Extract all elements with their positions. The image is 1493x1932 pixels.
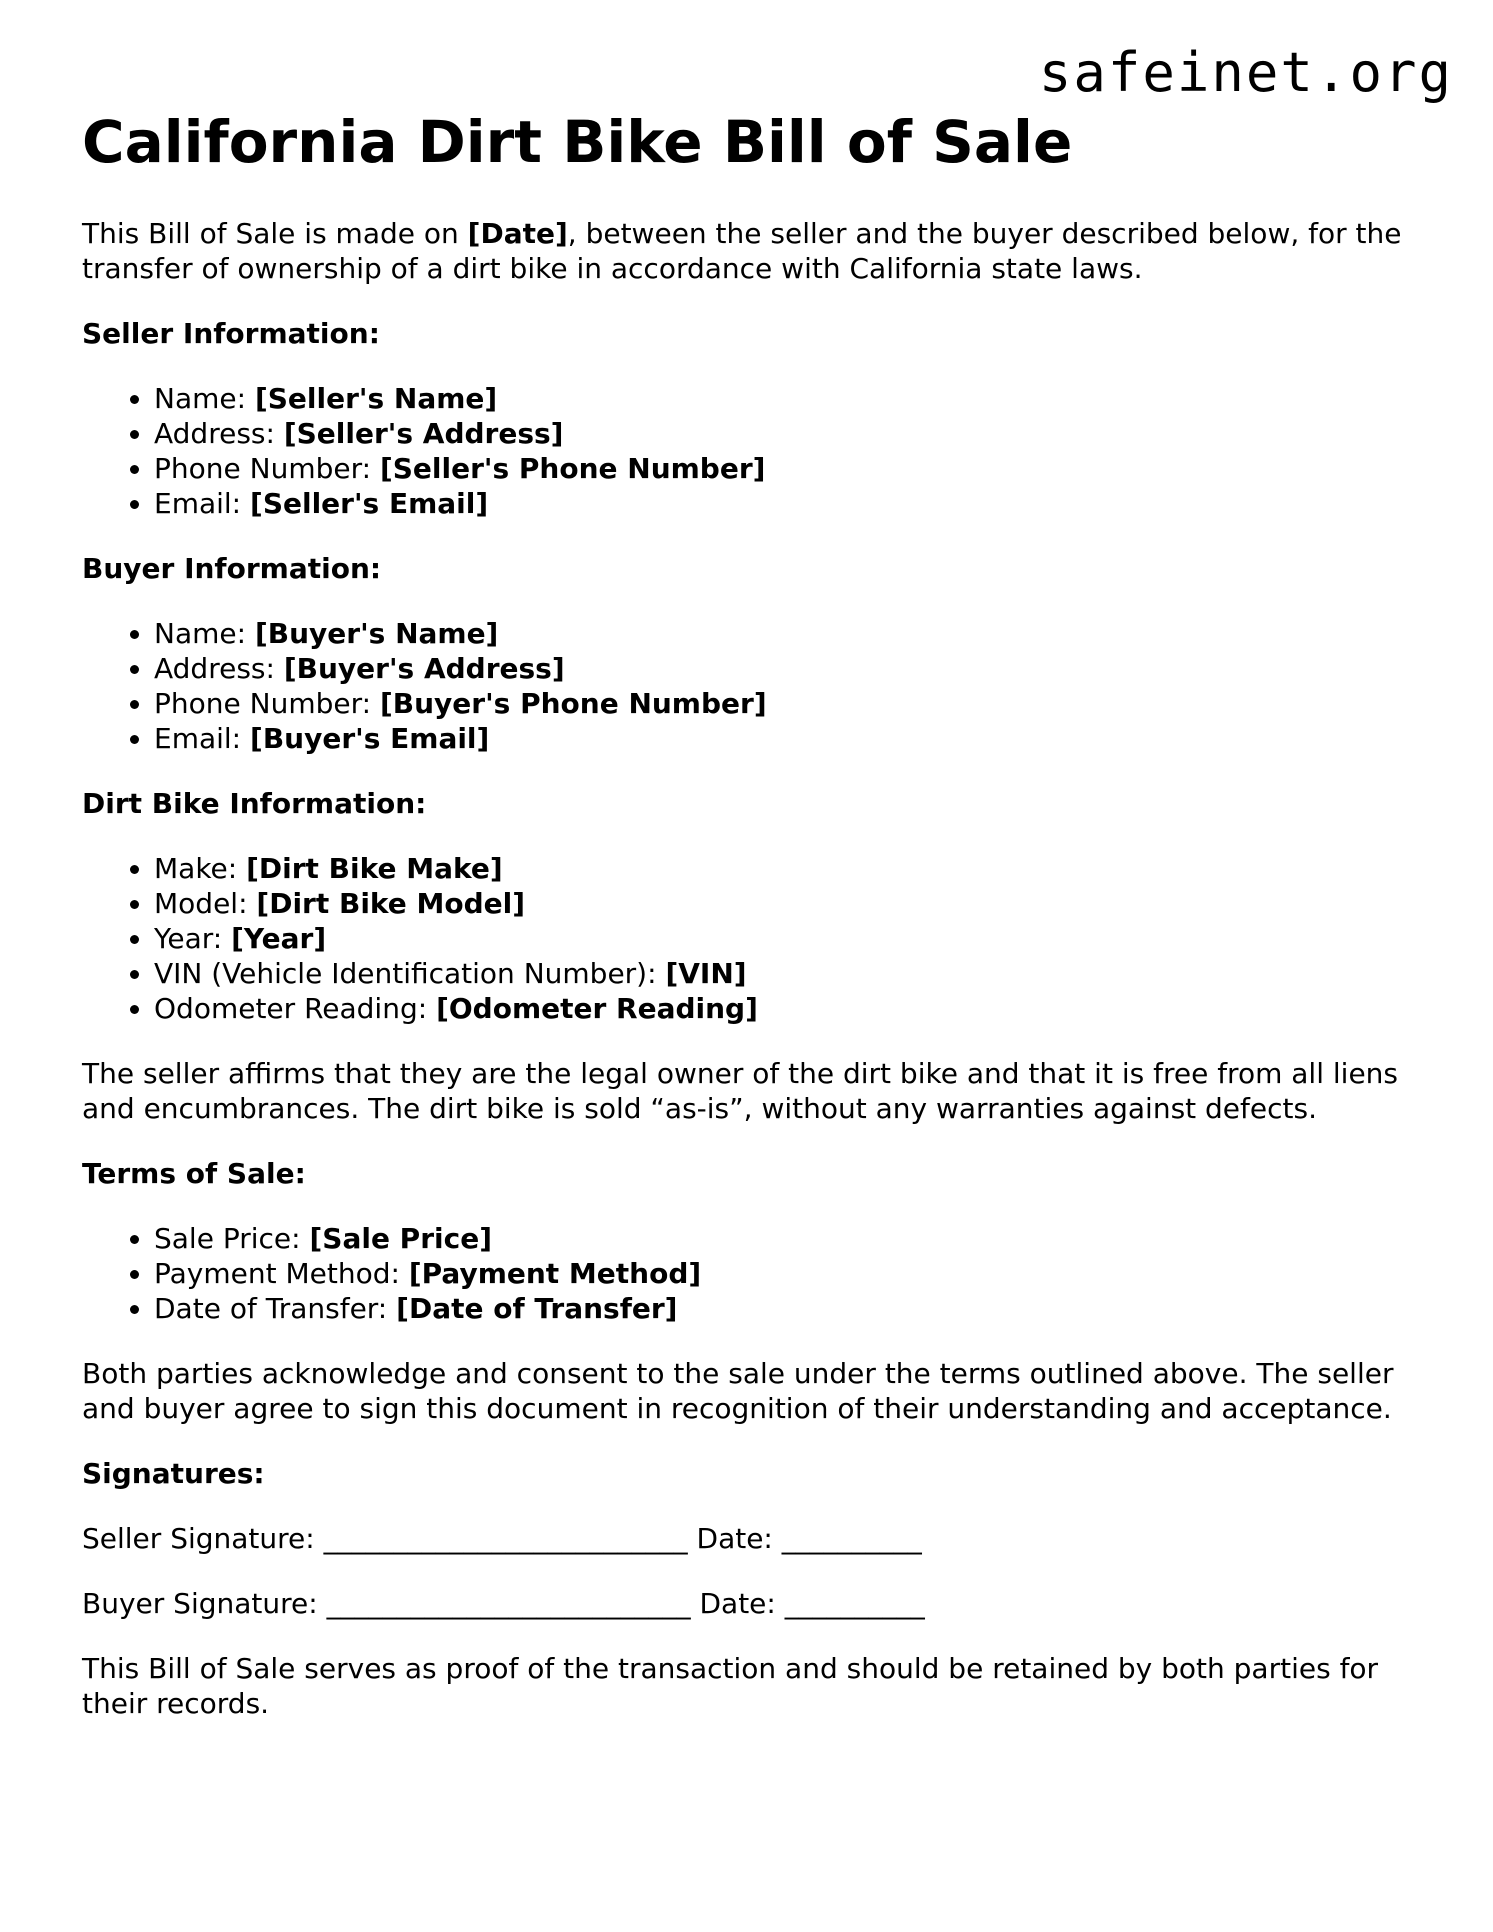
field-label: Odometer Reading: <box>154 992 437 1025</box>
field-placeholder: [VIN] <box>665 957 747 990</box>
list-item <box>154 921 1412 956</box>
list-item <box>154 416 1412 451</box>
field-label: Email: <box>154 722 251 755</box>
field-placeholder: [Dirt Bike Make] <box>246 852 503 885</box>
field-placeholder: [Seller's Address] <box>283 417 564 450</box>
list-item <box>154 651 1412 686</box>
intro-paragraph <box>82 216 1412 286</box>
field-label: Date of Transfer: <box>154 1292 397 1325</box>
closing-paragraph: This Bill of Sale serves as proof of the transaction and should be retained by both parties for their records. <box>82 1652 1379 1720</box>
field-placeholder: [Year] <box>231 922 327 955</box>
field-placeholder: [Buyer's Phone Number] <box>379 687 767 720</box>
list-item <box>154 851 1412 886</box>
intro-text-after: , between the seller and the buyer described below, for the transfer of ownership of a dirt bike in accordance with California state laws. <box>82 217 1402 285</box>
list-item <box>154 956 1412 991</box>
field-label: VIN (Vehicle Identification Number): <box>154 957 666 990</box>
field-placeholder: [Odometer Reading] <box>436 992 758 1025</box>
field-label: Make: <box>154 852 247 885</box>
list-item <box>154 486 1412 521</box>
field-placeholder: [Sale Price] <box>309 1222 492 1255</box>
terms-list <box>82 1221 1412 1326</box>
list-item <box>154 991 1412 1026</box>
signatures-heading: Signatures: <box>82 1457 265 1490</box>
list-item <box>154 721 1412 756</box>
list-item <box>154 616 1412 651</box>
field-label: Payment Method: <box>154 1257 409 1290</box>
list-item <box>154 381 1412 416</box>
field-label: Phone Number: <box>154 452 380 485</box>
bike-info-list <box>82 851 1412 1026</box>
seller-info-list <box>82 381 1412 521</box>
watermark-text: safeinet.org <box>1038 41 1453 104</box>
buyer-signature-line: Buyer Signature: __________________________ Date: __________ <box>82 1587 925 1620</box>
field-label: Phone Number: <box>154 687 380 720</box>
list-item <box>154 1256 1412 1291</box>
seller-info-heading: Seller Information: <box>82 317 380 350</box>
field-label: Model: <box>154 887 257 920</box>
list-item <box>154 1291 1412 1326</box>
field-label: Year: <box>154 922 232 955</box>
field-label: Address: <box>154 417 284 450</box>
field-placeholder: [Buyer's Address] <box>283 652 565 685</box>
document-page <box>82 0 1412 1721</box>
field-label: Email: <box>154 487 251 520</box>
terms-heading: Terms of Sale: <box>82 1157 306 1190</box>
field-placeholder: [Date of Transfer] <box>396 1292 678 1325</box>
list-item <box>154 886 1412 921</box>
field-placeholder: [Seller's Email] <box>250 487 489 520</box>
consent-paragraph: Both parties acknowledge and consent to the sale under the terms outlined above. The seller and buyer agree to sign this document in recognition of their understanding and acceptance. <box>82 1357 1394 1425</box>
field-placeholder: [Payment Method] <box>408 1257 702 1290</box>
field-placeholder: [Buyer's Email] <box>250 722 490 755</box>
field-label: Address: <box>154 652 284 685</box>
buyer-info-list <box>82 616 1412 756</box>
document-title: California Dirt Bike Bill of Sale <box>82 108 1073 176</box>
field-placeholder: [Seller's Name] <box>254 382 498 415</box>
intro-text-before: This Bill of Sale is made on <box>82 217 468 250</box>
field-label: Name: <box>154 617 255 650</box>
affirmation-paragraph: The seller affirms that they are the legal owner of the dirt bike and that it is free from all liens and encumbrances. The dirt bike is sold “as-is”, without any warranties against defects. <box>82 1057 1398 1125</box>
field-placeholder: [Seller's Phone Number] <box>379 452 766 485</box>
field-label: Sale Price: <box>154 1222 310 1255</box>
field-placeholder: [Dirt Bike Model] <box>256 887 526 920</box>
field-placeholder: [Buyer's Name] <box>254 617 499 650</box>
seller-signature-line: Seller Signature: __________________________ Date: __________ <box>82 1522 922 1555</box>
list-item <box>154 686 1412 721</box>
list-item <box>154 451 1412 486</box>
buyer-info-heading: Buyer Information: <box>82 552 382 585</box>
date-placeholder: [Date] <box>467 217 568 250</box>
field-label: Name: <box>154 382 255 415</box>
bike-info-heading: Dirt Bike Information: <box>82 787 427 820</box>
list-item <box>154 1221 1412 1256</box>
